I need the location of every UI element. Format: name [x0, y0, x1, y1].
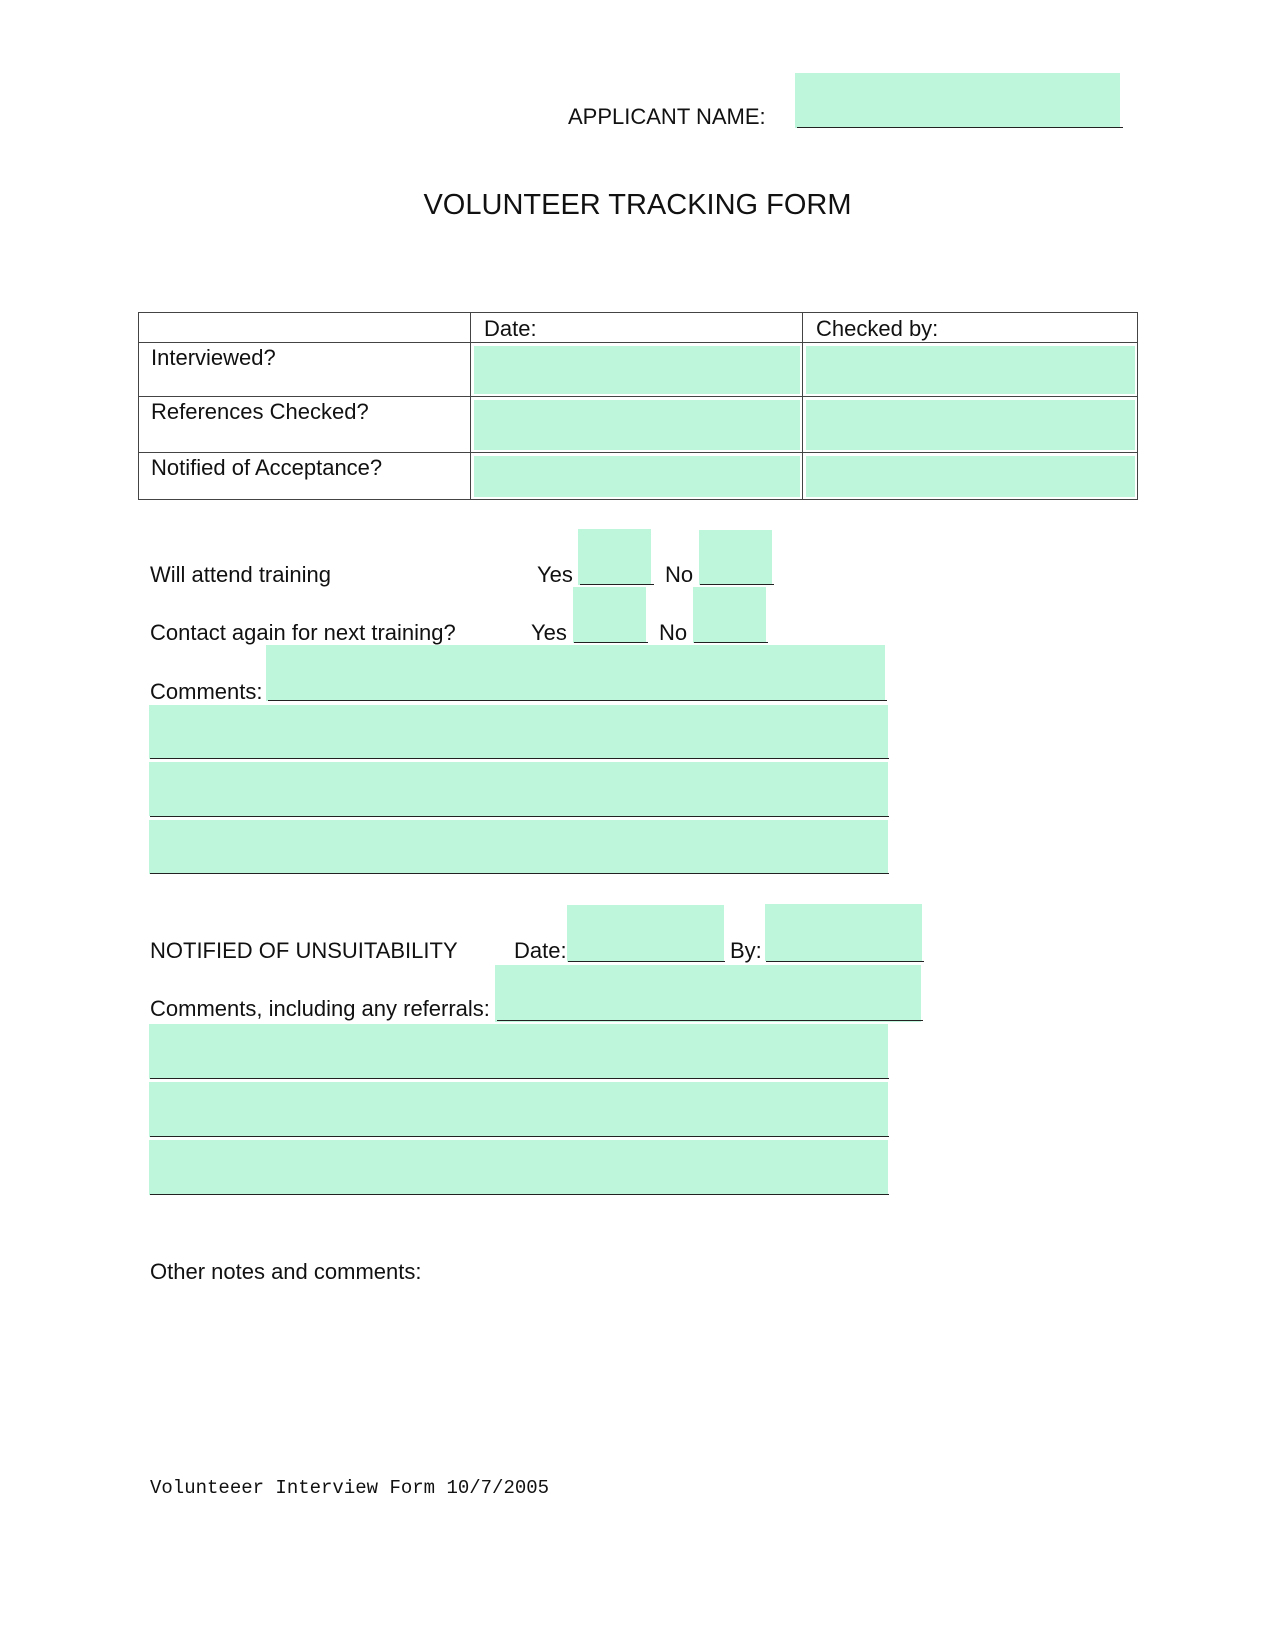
referrals-underline [497, 1020, 923, 1021]
applicant-name-label: APPLICANT NAME: [568, 104, 766, 129]
table-divider [139, 452, 1137, 453]
contact-no-field[interactable] [693, 587, 766, 643]
table-divider [470, 313, 471, 499]
column-header-date: Date: [484, 316, 537, 341]
unsuitability-by-field[interactable] [765, 904, 922, 961]
status-table [138, 312, 1138, 500]
referrals-underline [150, 1136, 889, 1137]
attend-training-label: Will attend training [150, 562, 331, 587]
table-divider [139, 342, 1137, 343]
referrals-field-line-2[interactable] [149, 1024, 888, 1079]
unsuitability-by-underline [766, 961, 924, 962]
comments-field-line-1[interactable] [266, 645, 885, 701]
comments-underline [268, 700, 887, 701]
referrals-underline [150, 1078, 889, 1079]
attend-yes-underline [580, 584, 654, 585]
comments-underline [150, 816, 889, 817]
comments-field-line-4[interactable] [149, 820, 888, 874]
references-date-field[interactable] [474, 400, 800, 450]
table-divider [139, 396, 1137, 397]
unsuitability-date-underline [568, 961, 725, 962]
interviewed-checked-by-field[interactable] [806, 346, 1135, 394]
contact-yes-underline [574, 642, 648, 643]
references-checked-by-field[interactable] [806, 400, 1135, 450]
row-label-references: References Checked? [151, 399, 369, 424]
contact-again-label: Contact again for next training? [150, 620, 456, 645]
referrals-underline [150, 1194, 889, 1195]
acceptance-checked-by-field[interactable] [806, 456, 1135, 497]
comments-underline [150, 758, 889, 759]
table-divider [802, 313, 803, 499]
attend-no-underline [700, 584, 774, 585]
unsuitability-by-label: By: [730, 938, 762, 963]
contact-no-underline [694, 642, 768, 643]
contact-yes-label: Yes [531, 620, 567, 645]
row-label-interviewed: Interviewed? [151, 345, 276, 370]
acceptance-date-field[interactable] [474, 456, 800, 497]
contact-no-label: No [659, 620, 688, 645]
unsuitability-date-label: Date: [514, 938, 567, 963]
comments-field-line-2[interactable] [149, 705, 888, 759]
other-notes-label: Other notes and comments: [150, 1259, 422, 1284]
row-label-acceptance: Notified of Acceptance? [151, 455, 383, 480]
referrals-field-line-3[interactable] [149, 1082, 888, 1137]
attend-no-field[interactable] [699, 530, 772, 585]
comments-label: Comments: [150, 679, 263, 704]
interviewed-date-field[interactable] [474, 346, 800, 394]
comments-field-line-3[interactable] [149, 762, 888, 816]
attend-yes-label: Yes [537, 562, 573, 587]
referrals-comments-label: Comments, including any referrals: [150, 996, 490, 1021]
column-header-checked-by: Checked by: [816, 316, 939, 341]
page-title: VOLUNTEER TRACKING FORM [423, 189, 852, 221]
contact-yes-field[interactable] [573, 587, 646, 643]
attend-yes-field[interactable] [578, 529, 651, 585]
applicant-name-input[interactable] [795, 73, 1120, 128]
attend-no-label: No [665, 562, 694, 587]
unsuitability-date-field[interactable] [567, 905, 724, 962]
footer-text: Volunteeer Interview Form 10/7/2005 [150, 1477, 550, 1499]
comments-underline [150, 873, 889, 874]
applicant-name-underline [797, 127, 1123, 128]
referrals-field-line-1[interactable] [495, 965, 921, 1022]
referrals-field-line-4[interactable] [149, 1140, 888, 1195]
unsuitability-label: NOTIFIED OF UNSUITABILITY [150, 938, 458, 963]
